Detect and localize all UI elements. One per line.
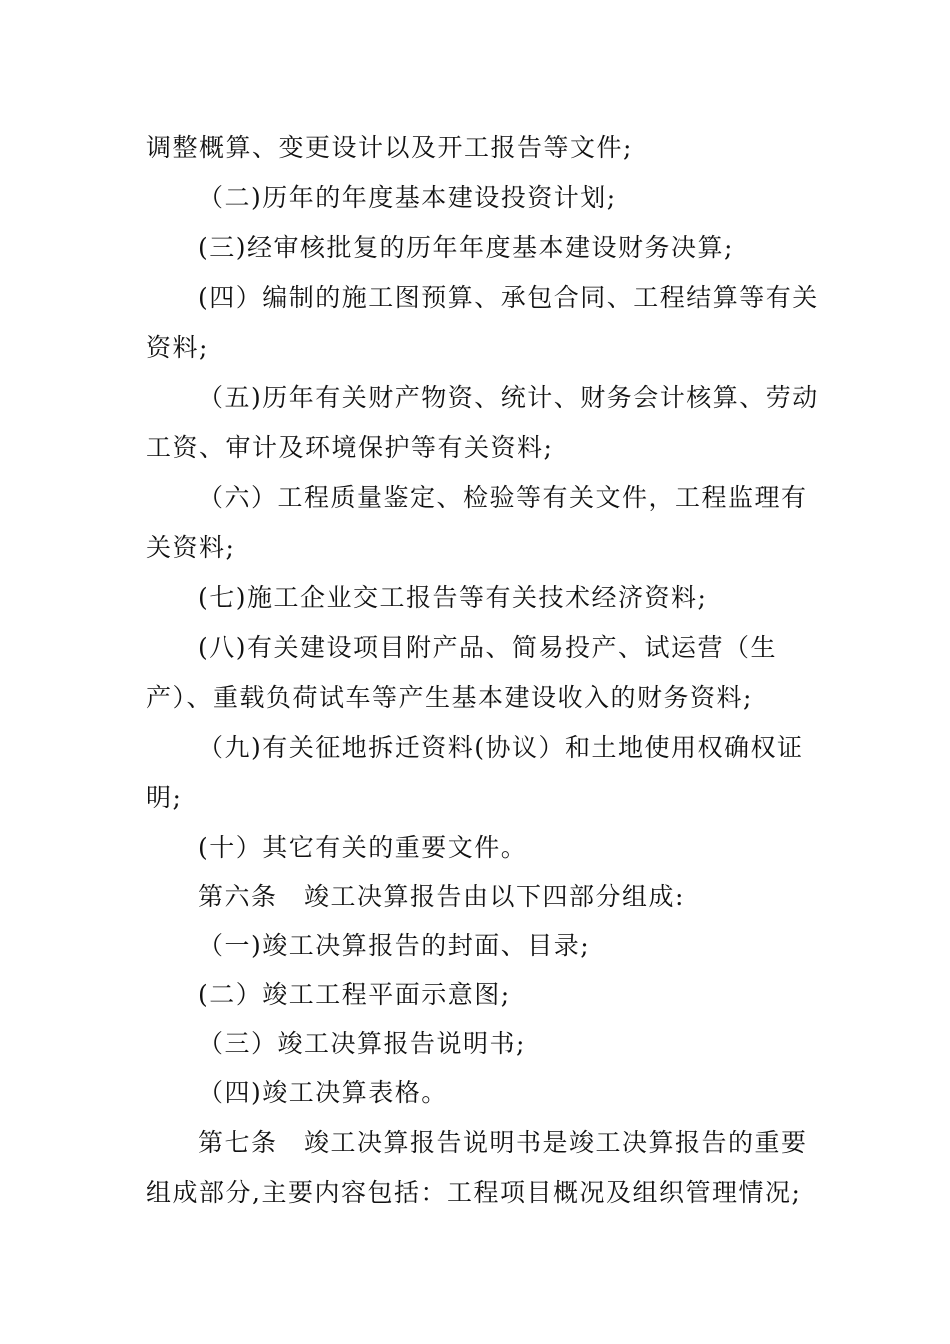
- text-line: （四)竣工决算表格。: [198, 1078, 448, 1107]
- text-line: 明;: [146, 783, 183, 812]
- text-line: 工资、审计及环境保护等有关资料;: [146, 433, 554, 462]
- text-line: （五)历年有关财产物资、统计、财务会计核算、劳动: [198, 383, 819, 412]
- text-line: (七)施工企业交工报告等有关技术经济资料;: [198, 583, 708, 612]
- text-line: (二）竣工工程平面示意图;: [198, 980, 511, 1009]
- text-line: 产）、重载负荷试车等产生基本建设收入的财务资料;: [146, 683, 753, 712]
- article-line: 第七条 竣工决算报告说明书是竣工决算报告的重要: [198, 1128, 808, 1157]
- text-line: (八)有关建设项目附产品、简易投产、试运营（生: [198, 633, 778, 662]
- text-line: （六）工程质量鉴定、检验等有关文件，工程监理有: [198, 483, 808, 512]
- text-line: (十）其它有关的重要文件。: [198, 833, 528, 862]
- text-line: （二)历年的年度基本建设投资计划;: [198, 183, 617, 212]
- text-line: (四）编制的施工图预算、承包合同、工程结算等有关: [198, 283, 819, 312]
- text-line: （一)竣工决算报告的封面、目录;: [198, 931, 591, 960]
- text-line: 调整概算、变更设计以及开工报告等文件;: [146, 133, 633, 162]
- text-line: （九)有关征地拆迁资料(协议）和土地使用权确权证: [198, 733, 804, 762]
- article-line: 第六条 竣工决算报告由以下四部分组成:: [198, 882, 685, 911]
- text-line: 关资料;: [146, 533, 236, 562]
- text-line: 组成部分,主要内容包括：工程项目概况及组织管理情况;: [146, 1178, 802, 1207]
- text-line: 资料;: [146, 333, 209, 362]
- text-line: （三）竣工决算报告说明书;: [198, 1029, 526, 1058]
- text-line: (三)经审核批复的历年年度基本建设财务决算;: [198, 233, 734, 262]
